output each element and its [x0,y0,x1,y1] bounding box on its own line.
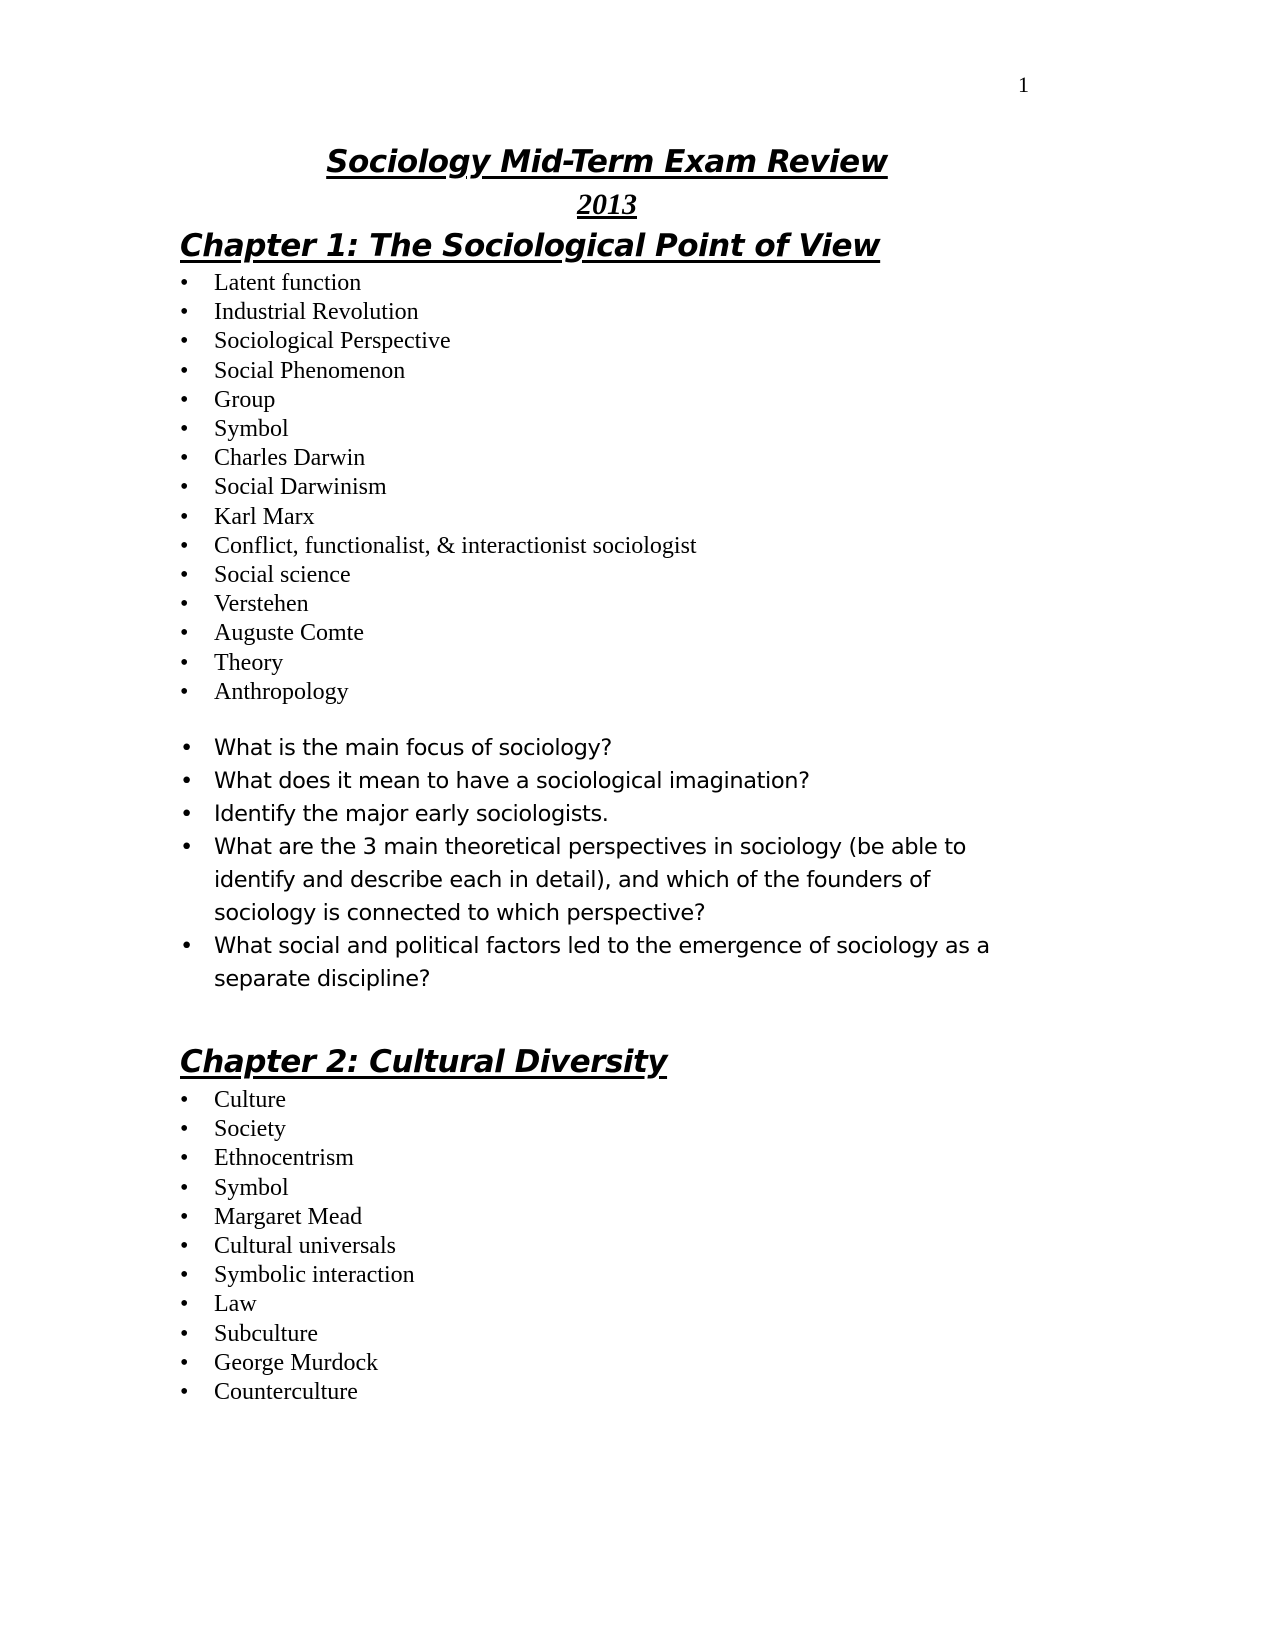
term-item: • Margaret Mead [178,1203,415,1232]
page-number: 1 [1018,72,1029,97]
term-item: • Charles Darwin [178,444,697,473]
question-item: • What is the main focus of sociology? [178,732,1018,765]
question-item: • What are the 3 main theoretical perspectives in sociology (be able to identify and describe each in detail), and which of the founders of sociology is connected to which perspective? [178,831,1018,930]
term-item: • Social science [178,561,697,590]
document-title: Sociology Mid-Term Exam Review [326,144,888,180]
document-year: 2013 [577,188,637,221]
term-item: • Symbol [178,1174,415,1203]
term-item: • Karl Marx [178,503,697,532]
term-item: • Theory [178,649,697,678]
term-item: • Counterculture [178,1378,415,1407]
term-item: • Symbolic interaction [178,1261,415,1290]
term-item: • Industrial Revolution [178,298,697,327]
term-item: • George Murdock [178,1349,415,1378]
term-item: • Subculture [178,1320,415,1349]
question-item: • What does it mean to have a sociological imagination? [178,765,1018,798]
term-item: • Law [178,1290,415,1319]
chapter-1-terms [178,269,697,707]
question-item: • Identify the major early sociologists. [178,798,1018,831]
term-item: • Society [178,1115,415,1144]
chapter-1-questions [178,732,1018,996]
chapter-2-terms [178,1086,415,1407]
term-item: • Anthropology [178,678,697,707]
term-item: • Conflict, functionalist, & interactionist sociologist [178,532,697,561]
term-item: • Verstehen [178,590,697,619]
term-item: • Ethnocentrism [178,1144,415,1173]
term-item: • Cultural universals [178,1232,415,1261]
term-item: • Social Phenomenon [178,357,697,386]
term-item: • Culture [178,1086,415,1115]
chapter-1-heading: Chapter 1: The Sociological Point of View [180,228,881,264]
term-item: • Symbol [178,415,697,444]
question-item: • What social and political factors led to the emergence of sociology as a separate discipline? [178,930,1018,996]
term-item: • Social Darwinism [178,473,697,502]
term-item: • Latent function [178,269,697,298]
chapter-2-heading: Chapter 2: Cultural Diversity [180,1044,668,1080]
term-item: • Sociological Perspective [178,327,697,356]
term-item: • Auguste Comte [178,619,697,648]
term-item: • Group [178,386,697,415]
